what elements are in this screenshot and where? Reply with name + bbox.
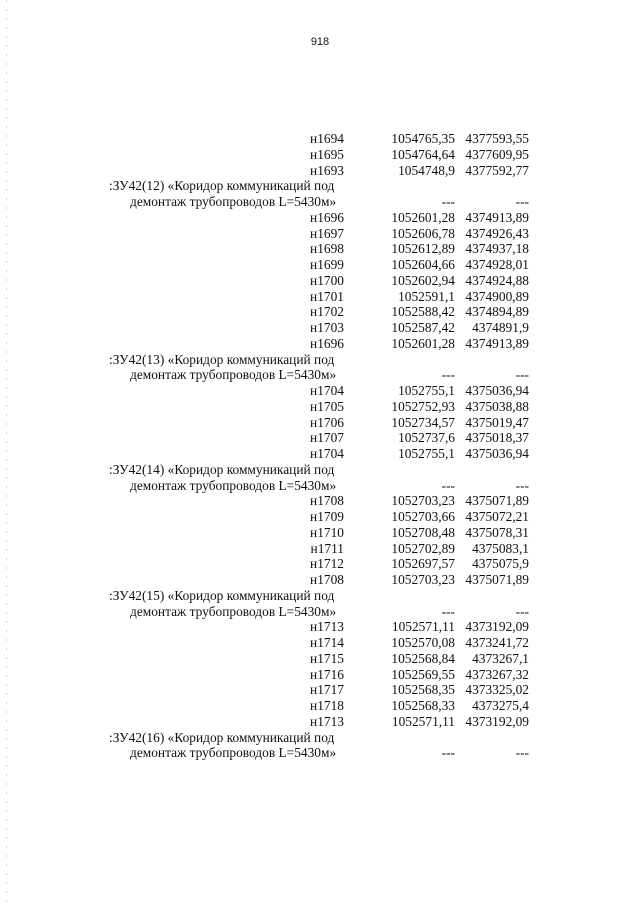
point-y: 4374913,89 [465, 335, 529, 351]
point-y: 4375036,94 [465, 446, 529, 461]
point-id: н1713 [310, 713, 344, 729]
section-title: :ЗУ42(12) «Коридор коммуникаций под [109, 178, 335, 194]
section-title-line2 [0, 478, 640, 494]
point-x: 1052703,23 [391, 572, 455, 587]
point-x: 1052606,78 [391, 225, 455, 241]
point-y: 4373275,4 [472, 698, 529, 713]
page-number: 918 [310, 36, 330, 48]
point-id: н1704 [310, 446, 344, 461]
point-y: 4374891,9 [472, 320, 529, 335]
point-y: 4377593,55 [465, 131, 529, 146]
point-row [0, 541, 640, 557]
point-row [0, 493, 640, 509]
section-title-line1 [0, 730, 640, 746]
point-x: 1052703,23 [391, 493, 455, 509]
point-y: 4373192,09 [465, 713, 529, 729]
point-x: 1052734,57 [391, 414, 455, 430]
point-row [0, 399, 640, 415]
point-id: н1694 [310, 131, 344, 146]
point-x: 1052601,28 [391, 209, 455, 225]
point-x: 1052571,11 [391, 713, 455, 729]
point-y: 4375078,31 [465, 524, 529, 540]
point-x: 1052752,93 [391, 398, 455, 414]
point-x: 1052702,89 [391, 540, 455, 556]
point-id: н1696 [310, 335, 344, 351]
point-id: н1715 [310, 650, 344, 666]
point-row [0, 289, 640, 305]
point-x: 1054764,64 [391, 146, 455, 162]
point-id: н1712 [310, 556, 344, 572]
coordinates-list [0, 131, 640, 761]
point-row [0, 415, 640, 431]
point-id: н1695 [310, 146, 344, 162]
point-id: н1693 [310, 162, 344, 178]
point-id: н1705 [310, 398, 344, 414]
point-id: н1716 [310, 666, 344, 682]
point-id: н1718 [310, 698, 344, 713]
section-title-line1 [0, 588, 640, 604]
point-id: н1698 [310, 241, 344, 257]
section-title-line1 [0, 462, 640, 478]
section-title-line1 [0, 178, 640, 194]
section-title: :ЗУ42(16) «Коридор коммуникаций под [109, 729, 335, 745]
point-row [0, 273, 640, 289]
point-id: н1701 [310, 288, 344, 304]
point-row [0, 210, 640, 226]
point-row [0, 619, 640, 635]
point-id: н1708 [310, 572, 344, 587]
point-x: 1052588,42 [391, 304, 455, 320]
point-row [0, 714, 640, 730]
point-x: 1052587,42 [391, 320, 455, 335]
point-x: 1052569,55 [391, 666, 455, 682]
point-row [0, 446, 640, 462]
point-id: н1710 [310, 524, 344, 540]
point-y: 4373192,09 [465, 619, 529, 635]
point-x: 1052568,84 [391, 650, 455, 666]
point-y: 4374928,01 [465, 257, 529, 272]
point-y: 4374924,88 [465, 272, 529, 288]
section-title: :ЗУ42(15) «Коридор коммуникаций под [109, 587, 335, 603]
point-id: н1704 [310, 383, 344, 398]
point-id: н1696 [310, 209, 344, 225]
point-row [0, 320, 640, 336]
point-row [0, 131, 640, 147]
point-x: 1052571,11 [391, 619, 455, 635]
point-id: н1707 [310, 430, 344, 446]
point-id: н1703 [310, 320, 344, 335]
point-x: 1054748,9 [398, 162, 455, 178]
section-subtitle: демонтаж трубопроводов L=5430м» [130, 194, 337, 209]
point-y: 4373241,72 [465, 635, 529, 650]
point-y: 4375071,89 [465, 572, 529, 587]
point-row [0, 147, 640, 163]
point-x: 1052568,35 [391, 682, 455, 698]
point-row [0, 572, 640, 588]
point-x: 1052601,28 [391, 335, 455, 351]
point-x: 1052568,33 [391, 698, 455, 713]
point-x: 1052591,1 [398, 288, 455, 304]
point-x: 1052755,1 [398, 383, 455, 398]
point-id: н1714 [310, 635, 344, 650]
point-id: н1699 [310, 257, 344, 272]
point-id: н1711 [310, 540, 344, 556]
point-y: 4374894,89 [465, 304, 529, 320]
section-x-placeholder: --- [441, 603, 455, 619]
point-y: 4375072,21 [465, 509, 529, 524]
point-x: 1052703,66 [391, 509, 455, 524]
section-title: :ЗУ42(13) «Коридор коммуникаций под [109, 351, 335, 367]
point-id: н1697 [310, 225, 344, 241]
point-id: н1700 [310, 272, 344, 288]
point-row [0, 163, 640, 179]
point-x: 1052602,94 [391, 272, 455, 288]
point-y: 4375071,89 [465, 493, 529, 509]
point-row [0, 241, 640, 257]
section-title-line2 [0, 367, 640, 383]
point-id: н1702 [310, 304, 344, 320]
point-row [0, 509, 640, 525]
point-y: 4377592,77 [465, 162, 529, 178]
point-row [0, 257, 640, 273]
section-title-line2 [0, 604, 640, 620]
point-x: 1052612,89 [391, 241, 455, 257]
point-y: 4375018,37 [465, 430, 529, 446]
section-title-line2 [0, 194, 640, 210]
point-y: 4375038,88 [465, 398, 529, 414]
point-x: 1052737,6 [398, 430, 455, 446]
section-subtitle: демонтаж трубопроводов L=5430м» [130, 477, 337, 493]
point-row [0, 226, 640, 242]
point-x: 1052755,1 [398, 446, 455, 461]
section-x-placeholder: --- [441, 367, 455, 383]
point-row [0, 682, 640, 698]
section-x-placeholder: --- [441, 477, 455, 493]
point-y: 4374937,18 [465, 241, 529, 257]
section-title-line2 [0, 745, 640, 761]
point-y: 4373267,32 [465, 666, 529, 682]
section-y-placeholder: --- [515, 477, 529, 493]
point-x: 1052604,66 [391, 257, 455, 272]
section-y-placeholder: --- [515, 603, 529, 619]
section-y-placeholder: --- [515, 745, 529, 761]
point-id: н1713 [310, 619, 344, 635]
section-y-placeholder: --- [515, 367, 529, 383]
point-id: н1706 [310, 414, 344, 430]
point-row [0, 651, 640, 667]
section-x-placeholder: --- [441, 194, 455, 209]
point-y: 4373325,02 [465, 682, 529, 698]
point-row [0, 556, 640, 572]
section-subtitle: демонтаж трубопроводов L=5430м» [130, 745, 337, 761]
point-row [0, 525, 640, 541]
point-row [0, 698, 640, 714]
point-row [0, 304, 640, 320]
section-title-line1 [0, 352, 640, 368]
point-y: 4373267,1 [472, 650, 529, 666]
section-y-placeholder: --- [515, 194, 529, 209]
point-y: 4374913,89 [465, 209, 529, 225]
section-title: :ЗУ42(14) «Коридор коммуникаций под [109, 461, 335, 477]
point-x: 1052708,48 [391, 524, 455, 540]
point-row [0, 667, 640, 683]
point-y: 4375083,1 [472, 540, 529, 556]
point-row [0, 383, 640, 399]
point-row [0, 336, 640, 352]
point-x: 1052697,57 [391, 556, 455, 572]
section-x-placeholder: --- [441, 745, 455, 761]
point-row [0, 430, 640, 446]
point-id: н1708 [310, 493, 344, 509]
point-y: 4375036,94 [465, 383, 529, 398]
point-id: н1709 [310, 509, 344, 524]
point-y: 4375075,9 [472, 556, 529, 572]
point-row [0, 635, 640, 651]
point-y: 4377609,95 [465, 146, 529, 162]
point-y: 4374900,89 [465, 288, 529, 304]
point-y: 4375019,47 [465, 414, 529, 430]
point-x: 1052570,08 [391, 635, 455, 650]
point-id: н1717 [310, 682, 344, 698]
point-y: 4374926,43 [465, 225, 529, 241]
section-subtitle: демонтаж трубопроводов L=5430м» [130, 367, 337, 383]
point-x: 1054765,35 [391, 131, 455, 146]
section-subtitle: демонтаж трубопроводов L=5430м» [130, 603, 337, 619]
